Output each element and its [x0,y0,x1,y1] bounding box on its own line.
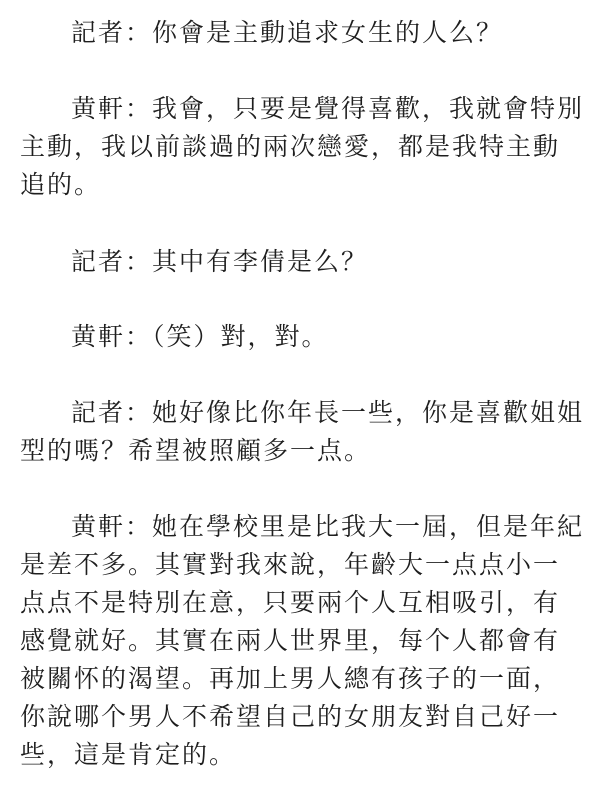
paragraph-reporter-question-2: 記者：其中有李倩是么？ [71,247,369,276]
paragraph-huangxuan-answer-1: 黄軒：我會，只要是覺得喜歡，我就會特別主動，我以前談過的兩次戀愛，都是我特主動追的。 [20,94,585,199]
paragraph-reporter-question-1: 記者：你會是主動追求女生的人么？ [71,18,504,47]
paragraph-huangxuan-answer-2: 黄軒：（笑）對，對。 [71,322,329,351]
paragraph-reporter-question-3: 記者：她好像比你年長一些，你是喜歡姐姐型的嗎？希望被照顧多一点。 [20,398,585,465]
paragraph-huangxuan-answer-3: 黄軒：她在學校里是比我大一屆，但是年紀是差不多。其實對我來說，年齡大一点点小一点点不是特別在意，只要兩个人互相吸引，有感覺就好。其實在兩人世界里，每个人都會有被關怀的渴望。再加上男人總有孩子的一面，你說哪个男人不希望自己的女朋友對自己好一些，這是肯定的。 [20,512,585,769]
